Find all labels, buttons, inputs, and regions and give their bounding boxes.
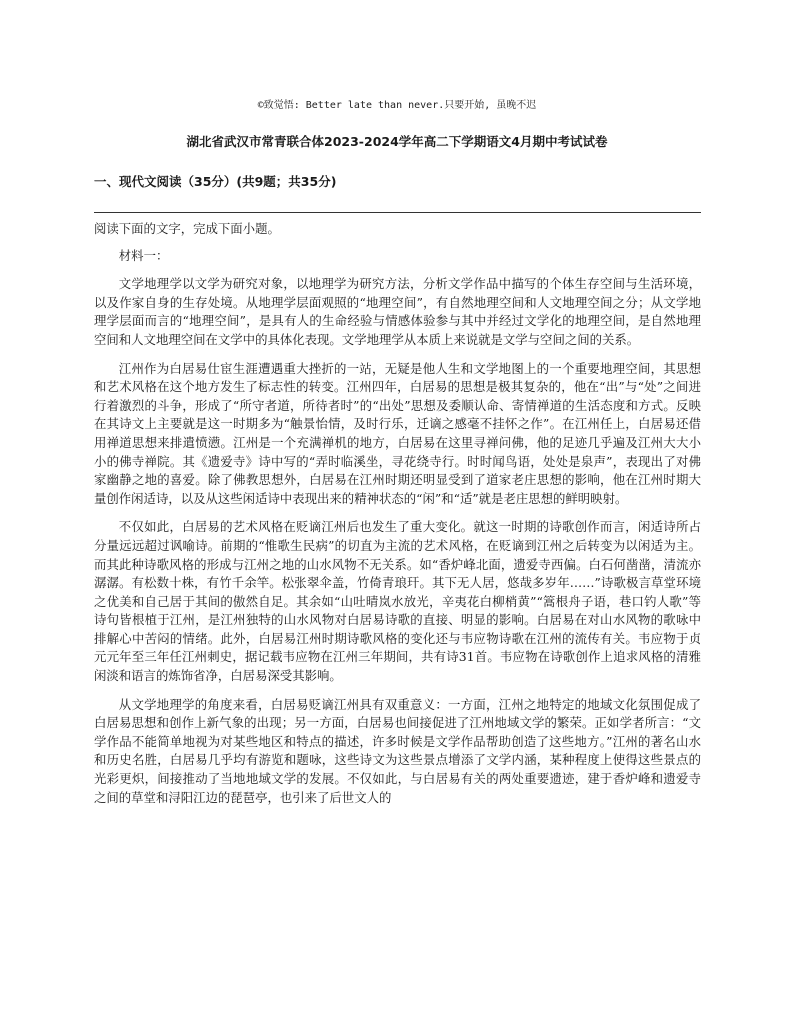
passage-paragraph: 不仅如此，白居易的艺术风格在贬谪江州后也发生了重大变化。就这一时期的诗歌创作而言，闲适诗所占分量远远超过讽喻诗。前期的“惟歌生民病”的切直为主流的艺术风格，在贬谪到江州之后转变为以闲适为主。而其此种诗歌风格的形成与江州之地的山水风物不无关系。如“香炉峰北面，遗爱寺西偏。白石何凿凿，清流亦潺潺。有松数十株，有竹千余竿。松张翠伞盖，竹倚青琅玕。其下无人居，悠哉多岁年……”诗歌极言草堂环境之优美和自己居于其间的傲然自足。其余如“山吐晴岚水放光，辛夷花白柳梢黄”“篙根舟子语，巷口钓人歌”等诗句皆根植于江州，是江州独特的山水风物对白居易诗歌的直接、明显的影响。白居易在对山水风物的歌咏中排解心中苦闷的情绪。此外，白居易江州时期诗歌风格的变化还与韦应物诗歌在江州的流传有关。韦应物于贞元元年至三年任江州刺史，据记载韦应物在江州三年期间，共有诗31首。韦应物在诗歌创作上追求风格的清雅闲淡和语言的炼饰省净，白居易深受其影响。 xyxy=(94,519,701,684)
section-heading: 一、现代文阅读（35分）(共9题；共35分) xyxy=(94,174,337,189)
passage-paragraph: 从文学地理学的角度来看，白居易贬谪江州具有双重意义：一方面，江州之地特定的地域文化氛围促成了白居易思想和创作上新气象的出现；另一方面，白居易也间接促进了江州地域文学的繁荣。正如学者所言：“文学作品不能简单地视为对某些地区和特点的描述，许多时候是文学作品帮助创造了这些地方。”江州的著名山水和历史名胜，白居易几乎均有游览和题咏，这些诗文为这些景点增添了文学内涵，某种程度上使得这些景点的光彩更炽，间接推动了当地地域文学的发展。不仅如此，与白居易有关的两处重要遗迹，建于香炉峰和遗爱寺之间的草堂和浔阳江边的琵琶亭，也引来了后世文人的 xyxy=(94,696,701,805)
header-motto: ©致觉悟: Better late than never.只要开始, 虽晚不迟 xyxy=(257,100,537,111)
passage-paragraph: 江州作为白居易仕宦生涯遭遇重大挫折的一站，无疑是他人生和文学地图上的一个重要地理空间，其思想和艺术风格在这个地方发生了标志性的转变。江州四年，白居易的思想是极其复杂的，他在“出”与“处”之间进行着激烈的斗争，形成了“所守者道，所待者时”的“出处”思想及委顺认命、寄情禅道的生活态度和方式。反映在其诗文上主要就是这一时期多为“触景怡情，及时行乐，迁谪之感毫不挂怀之作”。在江州任上，白居易还借用禅道思想来排遣愤懑。江州是一个充满禅机的地方，白居易在这里寻禅问佛，他的足迹几乎遍及江州大大小小的佛寺禅院。其《遗爱寺》诗中写的“弄时临溪坐，寻花绕寺行。时时闻鸟语，处处是泉声”，表现出了对佛家幽静之地的喜爱。除了佛教思想外，白居易在江州时期还明显受到了道家老庄思想的影响，他在江州时期大量创作闲适诗，以及从这些闲适诗中表现出来的精神状态的“闲”和“适”就是老庄思想的鲜明映射。 xyxy=(94,360,701,506)
divider xyxy=(94,212,701,213)
passage-paragraph: 文学地理学以文学为研究对象，以地理学为研究方法，分析文学作品中描写的个体生存空间与生活环境，以及作家自身的生存处境。从地理学层面观照的“地理空间”，有自然地理空间和人文地理空间之分；从文学地理学层面而言的“地理空间”，是具有人的生命经验与情感体验参与其中并经过文学化的地理空间，是自然地理空间和人文地理空间在文学中的具体化表现。文学地理学从本质上来说就是文学与空间之间的关系。 xyxy=(94,276,701,347)
reading-instruction: 阅读下面的文字，完成下面小题。 xyxy=(94,221,280,236)
exam-title: 湖北省武汉市常青联合体2023-2024学年高二下学期语文4月期中考试试卷 xyxy=(186,134,608,149)
reading-passage xyxy=(94,220,701,817)
material-label: 材料一： xyxy=(118,247,169,263)
